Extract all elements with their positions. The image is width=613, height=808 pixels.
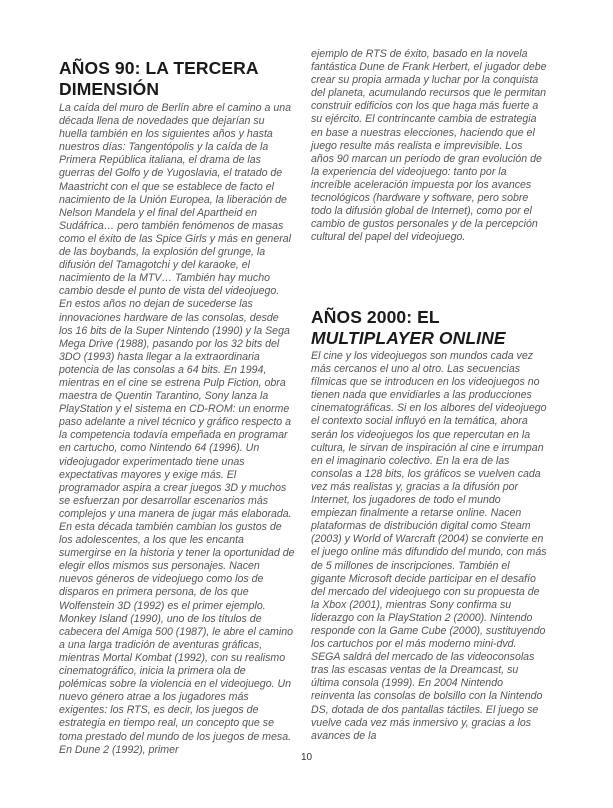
section-title-2000s	[311, 307, 547, 349]
page-number: 10	[300, 752, 313, 763]
section-body-90s-continued: ejemplo de RTS de éxito, basado en la novela fantástica Dune de Frank Herbert, el jugador debe crear su propia armada y luchar por la conquista del planeta, acumulando recursos que le permitan construir edificios con los que haga más fuerte a su ejército. El contrincante cambia de estrategia en base a nuestras elecciones, haciendo que el juego resulte más realista e imprevisible. Los años 90 marcan un período de gran evolución de la experiencia del videojuego: tanto por la increíble aceleración impuesta por los avances tecnológicos (hardware y software, pero sobre todo la difusión global de Internet), como por el cambio de gustos personales y de la percepción cultural del papel del videojuego.	[311, 48, 547, 244]
section-body-90s: La caída del muro de Berlín abre el camino a una década llena de novedades que dejarían su huella también en los siguientes años y hasta nuestros días: Tangentópolis y la caída de la Primera República italiana, el drama de las guerras del Golfo y de Yugoslavia, el tratado de Maastricht con el que se establece de facto el nacimiento de la Unión Europea, la liberación de Nelson Mandela y el final del Apartheid en Sudáfrica… pero también fenómenos de masas como el éxito de las Spice Girls y más en general de las boybands, la explosión del grunge, la difusión del Tamagotchi y del karaoke, el nacimiento de la MTV… También hay mucho cambio desde el punto de vista del videojuego. En estos años no dejan de sucederse las innovaciones hardware de las consolas, desde los 16 bits de la Super Nintendo (1990) y la Sega Mega Drive (1988), pasando por los 32 bits del 3DO (1993) hasta llegar a la extraordinaria potencia de las consolas a 64 bits. En 1994, mientras en el cine se estrena Pulp Fiction, obra maestra de Quentin Tarantino, Sony lanza la PlayStation y el sistema en CD-ROM: un enorme paso adelante a nivel técnico y gráfico respecto a la competencia todavía empeñada en programar en cartucho, como Nintendo 64 (1996). Un videojugador experimentado tiene unas expectativas mayores y exige más. El programador aspira a crear juegos 3D y muchos se esfuerzan por desarrollar escenarios más complejos y una manera de jugar más elaborada. En esta década también cambian los gustos de los adolescentes, a los que les encanta sumergirse en la historia y tener la oportunidad de elegir ellos mismos sus personajes. Nacen nuevos géneros de videojuego como los de disparos en primera persona, de los que Wolfenstein 3D (1992) es el primer ejemplo. Monkey Island (1990), uno de los títulos de cabecera del Amiga 500 (1987), le abre el camino a una larga tradición de aventuras gráficas, mientras Mortal Kombat (1992), con su realismo cinematográfico, inicia la primera ola de polémicas sobre la violencia en el videojuego. Un nuevo género atrae a los jugadores más exigentes: los RTS, es decir, los juegos de estrategia en tiempo real, un concepto que se toma prestado del mundo de los juegos de mesa. En Dune 2 (1992), primer	[59, 102, 295, 756]
section-body-2000s: El cine y los videojuegos son mundos cada vez más cercanos el uno al otro. Las secuencias fílmicas que se introducen en los videojuegos no tienen nada que envidiarles a las producciones cinematográficas. Si en los albores del videojuego el contexto social influyó en la temática, ahora serán los videojuegos los que repercutan en la cultura, le sirvan de inspiración al cine e irrumpan en el imaginario colectivo. En la era de las consolas a 128 bits, los gráficos se vuelven cada vez más realistas y, gracias a la difusión por Internet, los jugadores de todo el mundo empiezan finalmente a retarse online. Nacen plataformas de distribución digital como Steam (2003) y World of Warcraft (2004) se convierte en el juego online más difundido del mundo, con más de 5 millones de inscripciones. También el gigante Microsoft decide participar en el desafío del mercado del videojuego con su propuesta de la Xbox (2001), mientras Sony confirma su liderazgo con la PlayStation 2 (2000). Nintendo responde con la Game Cube (2000), sustituyendo los cartuchos por el más moderno mini-dvd. SEGA saldrá del mercado de las videoconsolas tras las escasas ventas de la Dreamcast, su última consola (1999). En 2004 Nintendo reinventa las consolas de bolsillo con la Nintendo DS, dotada de dos pantallas táctiles. El juego se vuelve cada vez más inmersivo y, gracias a los avances de la	[311, 350, 547, 742]
title-emphasis-part: MULTIPLAYER ONLINE	[311, 328, 506, 348]
section-title-90s: AÑOS 90: LA TERCERA DIMENSIÓN	[59, 58, 258, 99]
title-plain-part: AÑOS 2000: EL	[311, 307, 440, 327]
